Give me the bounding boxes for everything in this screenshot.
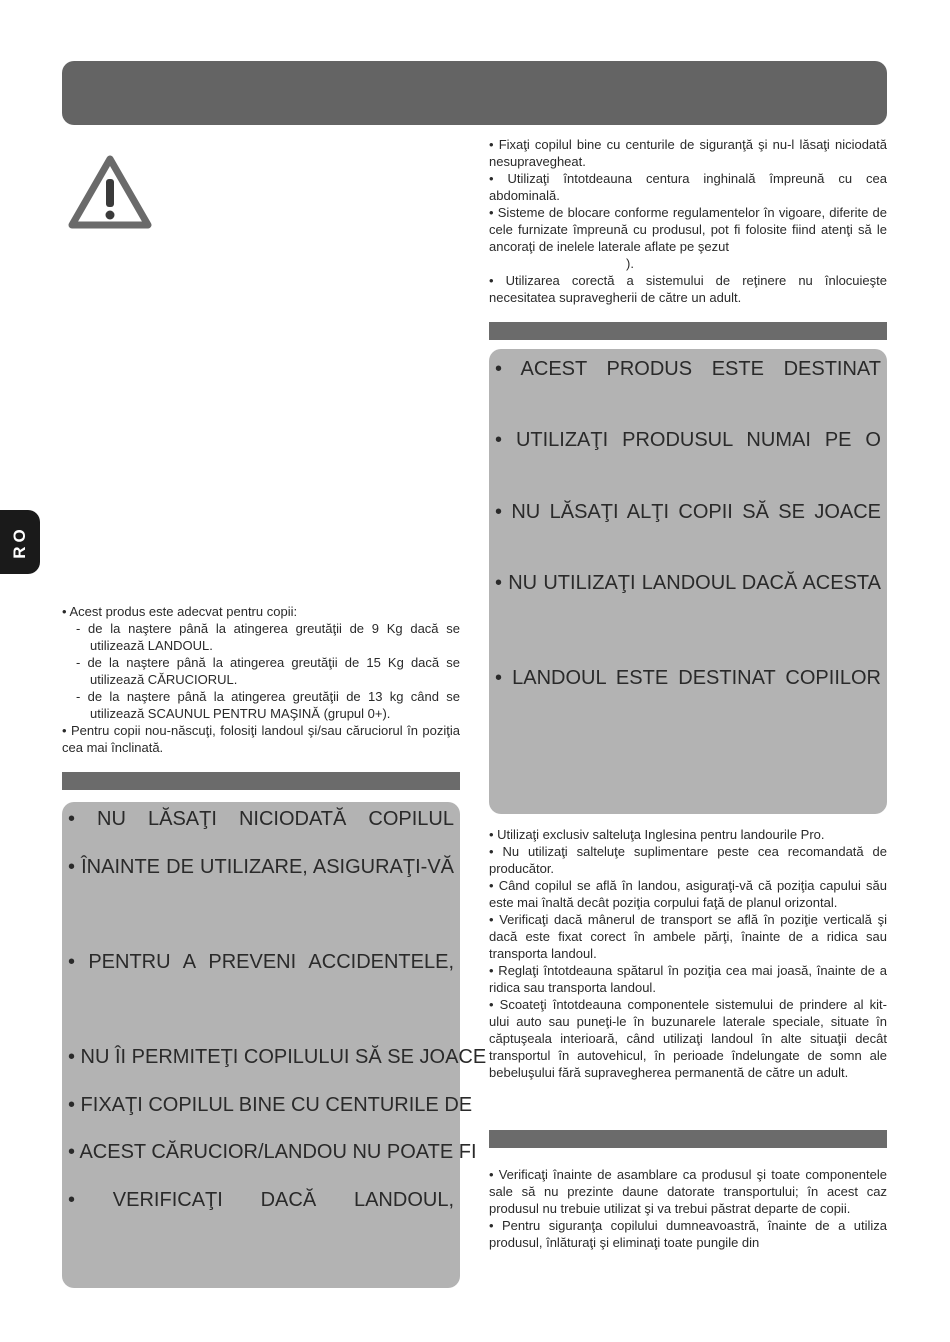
warning-line: • VERIFICAŢI DACĂ LANDOUL,: [68, 1189, 454, 1211]
intro-list: [62, 603, 460, 756]
list-item: - de la naştere până la atingerea greutăţii de 13 kg când se utilizează SCAUNUL PENTRU MAŞINĂ (grupul 0+).: [76, 689, 460, 721]
warning-line: • ÎNAINTE DE UTILIZARE, ASIGURAŢI-VĂ: [68, 856, 454, 878]
list-item: • Verificaţi înainte de asamblare ca produsul şi toate componentele sale să nu prezinte daune datorate transportului; în acest caz produsul nu trebuie utilizat şi va trebui păstrat departe de copii.: [489, 1167, 887, 1216]
warning-line: • NU LĂSAŢI NICIODATĂ COPILUL: [68, 808, 454, 830]
warning-line: • ACEST PRODUS ESTE DESTINAT: [495, 358, 881, 380]
list-item: • Nu utilizaţi salteluţe suplimentare peste cea recomandată de producător.: [489, 844, 887, 876]
list-item: • Reglaţi întotdeauna spătarul în poziţia cea mai joasă, înainte de a ridica sau transporta landoul.: [489, 963, 887, 995]
list-item: • Verificaţi dacă mânerul de transport se află în poziţie verticală şi dacă este fixat corect în ambele părţi, înainte de a ridica sau transporta landoul.: [489, 912, 887, 961]
warning-line: • NU LĂSAŢI ALŢI COPII SĂ SE JOACE: [495, 501, 881, 523]
list-item: • Utilizaţi întotdeauna centura inghinală împreună cu cea abdominală.: [489, 171, 887, 203]
warning-line: • PENTRU A PREVENI ACCIDENTELE,: [68, 951, 454, 973]
header-banner: [62, 61, 887, 125]
section-bar-right-1: [489, 322, 887, 340]
list-item: • Pentru copii nou-născuţi, folosiţi landoul şi/sau căruciorul în poziţia cea mai înclinată.: [62, 723, 460, 755]
right-bottom-list: [489, 1166, 887, 1251]
warning-line: • UTILIZAŢI PRODUSUL NUMAI PE O: [495, 429, 881, 451]
warning-line: • FIXAŢI COPILUL BINE CU CENTURILE DE: [68, 1094, 473, 1116]
list-item: • Când copilul se află în landou, asiguraţi-vă că poziţia capului său este mai înaltă decât poziţia corpului faţă de planul orizontal.: [489, 878, 887, 910]
list-item: - de la naştere până la atingerea greutăţii de 9 Kg dacă se utilizează LANDOUL.: [76, 621, 460, 653]
right-middle-list: [489, 826, 887, 1081]
warning-box-left: [62, 802, 487, 1288]
right-top-list: [489, 136, 887, 306]
warning-line: • NU ÎI PERMITEŢI COPILULUI SĂ SE JOACE: [68, 1046, 487, 1068]
list-item: • Sisteme de blocare conforme regulamentelor în vigoare, diferite de cele furnizate împreună cu produsul, pot fi folosite fiind atenţi să le ancoraţi de inelele laterale aflate pe şezut: [489, 205, 887, 254]
list-item: • Acest produs este adecvat pentru copii:: [62, 604, 298, 619]
list-item: • Fixaţi copilul bine cu centurile de siguranţă şi nu-l lăsaţi niciodată nesupravegheat.: [489, 137, 887, 169]
warning-line: • ACEST CĂRUCIOR/LANDOU NU POATE FI: [68, 1141, 477, 1163]
warning-line: • NU UTILIZAŢI LANDOUL DACĂ ACESTA: [495, 572, 881, 594]
language-tab-label: RO: [10, 525, 29, 559]
list-item: ).: [626, 256, 634, 271]
warning-line: • LANDOUL ESTE DESTINAT COPIILOR: [495, 667, 881, 689]
section-bar-right-2: [489, 1130, 887, 1148]
list-item: - de la naştere până la atingerea greutăţii de 15 Kg dacă se utilizează CĂRUCIORUL.: [76, 655, 460, 687]
list-item: • Utilizaţi exclusiv salteluţa Inglesina pentru landourile Pro.: [489, 827, 825, 842]
language-tab: [0, 510, 40, 574]
section-bar-left: [62, 772, 460, 790]
list-item: • Scoateţi întotdeauna componentele sistemului de prindere al kit-ului auto sau puneţi-le în buzunarele laterale speciale, situate în căptuşeala interioară, când utilizaţi landoul în alte situaţii decât transportul în autovehicul, în perioade îndelungate de somn ale bebeluşului fără supravegherea permanentă de către un adult.: [489, 997, 887, 1080]
warning-triangle-icon: [66, 153, 154, 231]
list-item: • Pentru siguranţa copilului dumneavoastră, înainte de a utiliza produsul, înlăturaţi şi eliminaţi toate pungile din: [489, 1218, 887, 1250]
list-item: • Utilizarea corectă a sistemului de reţinere nu înlocuieşte necesitatea supravegherii de către un adult.: [489, 273, 887, 305]
warning-box-right: [489, 349, 887, 814]
